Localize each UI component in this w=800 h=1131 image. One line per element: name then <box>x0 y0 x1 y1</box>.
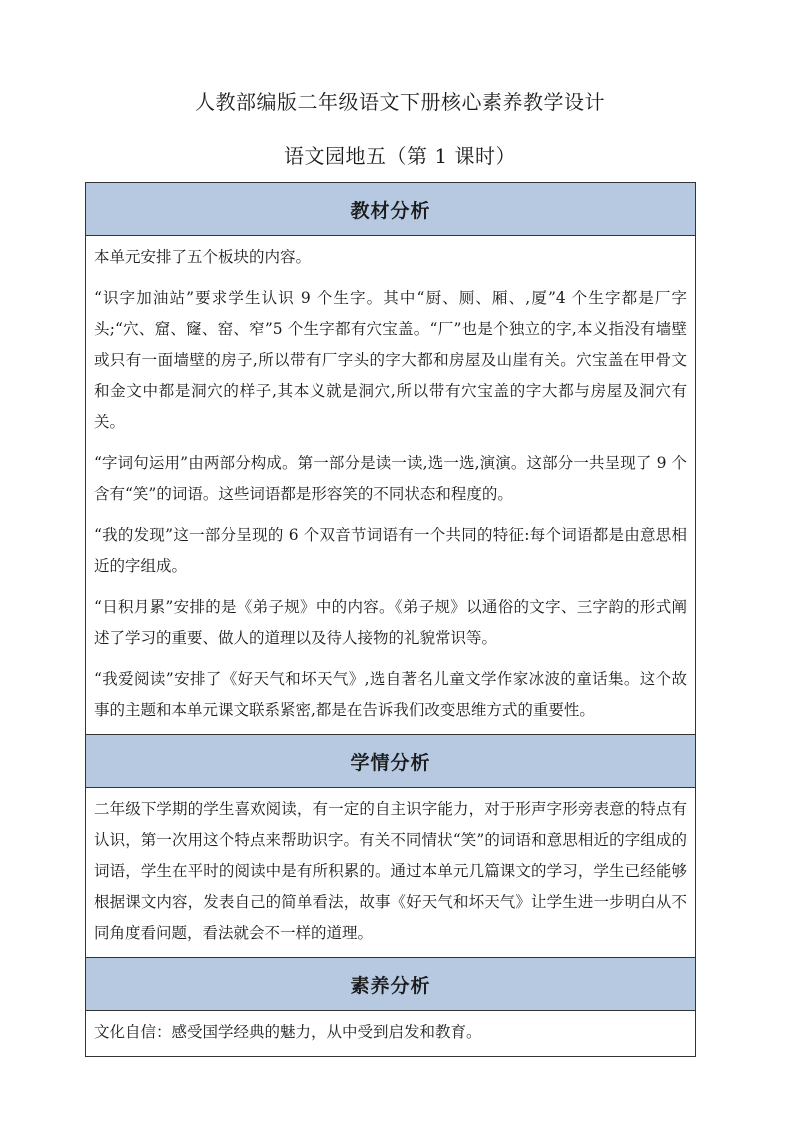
section-header-competency-analysis: 素养分析 <box>86 958 695 1011</box>
paragraph: 文化自信：感受国学经典的魅力，从中受到启发和教育。 <box>94 1023 482 1041</box>
section-body-competency-analysis <box>86 1011 695 1056</box>
paragraph: “日积月累”安排的是《弟子规》中的内容。《弟子规》以通俗的文字、三字韵的形式阐述了学习的重要、做人的道理以及待人接物的礼貌常识等。 <box>94 598 687 647</box>
paragraph: “我爱阅读”安排了《好天气和坏天气》,选自著名儿童文学作家冰波的童话集。这个故事的主题和本单元课文联系紧密,都是在告诉我们改变思维方式的重要性。 <box>94 670 687 719</box>
paragraph: “我的发现”这一部分呈现的 6 个双音节词语有一个共同的特征:每个词语都是由意思相近的字组成。 <box>94 526 687 575</box>
paragraph: “识字加油站”要求学生认识 9 个生字。其中“厨、厕、厢、,厦”4 个生字都是厂字头;“穴、窟、窿、窑、窄”5 个生字都有穴宝盖。“厂”也是个独立的字,本义指没有墙壁或只有一面墙壁的房子,所以带有厂字头的字大都和房屋及山崖有关。穴宝盖在甲骨文和金文中都是洞穴的样子,其本义就是洞穴,所以带有穴宝盖的字大都与房屋及洞穴有关。 <box>94 289 687 431</box>
section-header-learner-analysis: 学情分析 <box>86 735 695 788</box>
document-title: 人教部编版二年级语文下册核心素养教学设计 <box>195 90 605 114</box>
section-header-textbook-analysis: 教材分析 <box>86 183 695 236</box>
paragraph: 本单元安排了五个板块的内容。 <box>94 248 312 266</box>
section-body-textbook-analysis <box>86 236 695 735</box>
lesson-design-table <box>85 182 696 1057</box>
document-subtitle: 语文园地五（第 1 课时） <box>284 144 516 168</box>
section-body-learner-analysis <box>86 788 695 958</box>
paragraph: “字词句运用”由两部分构成。第一部分是读一读,选一选,演演。这部分一共呈现了 9 个含有“笑”的词语。这些词语都是形容笑的不同状态和程度的。 <box>94 454 687 503</box>
paragraph: 二年级下学期的学生喜欢阅读，有一定的自主识字能力，对于形声字形旁表意的特点有认识，第一次用这个特点来帮助识字。有关不同情状“笑”的词语和意思相近的字组成的词语，学生在平时的阅读中是有所积累的。通过本单元几篇课文的学习，学生已经能够根据课文内容，发表自己的简单看法，故事《好天气和坏天气》让学生进一步明白从不同角度看问题，看法就会不一样的道理。 <box>94 800 687 942</box>
